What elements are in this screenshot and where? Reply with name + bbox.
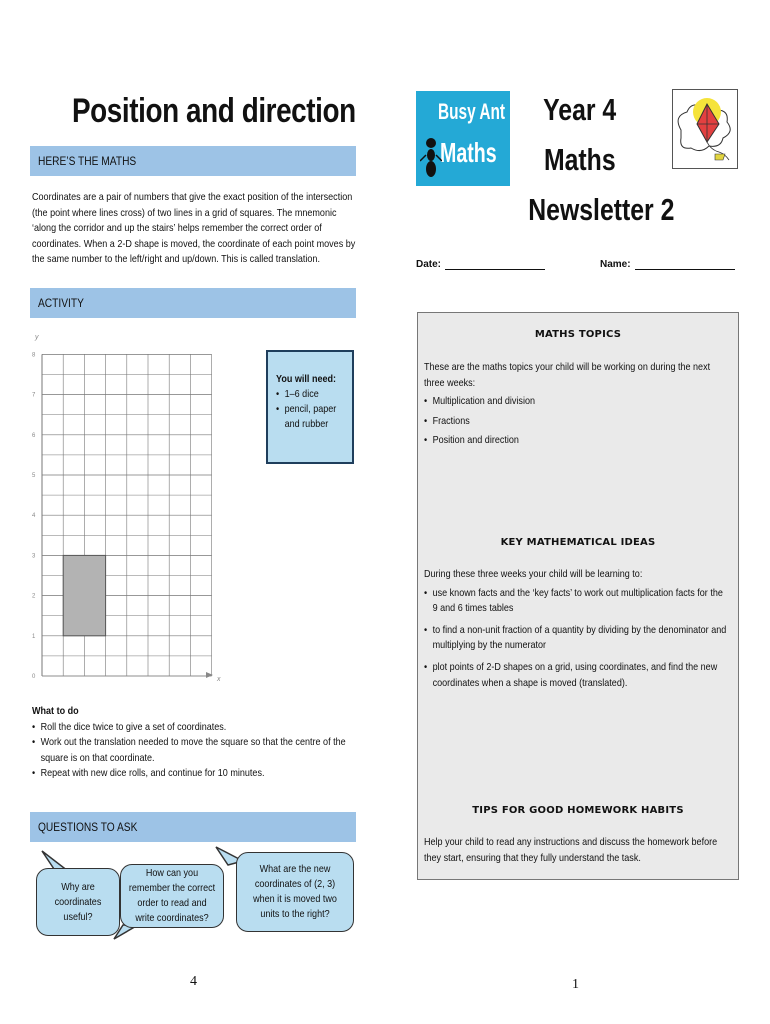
homework-tips-heading: TIPS FOR GOOD HOMEWORK HABITS [472,805,684,816]
year-title: Year 4 [543,92,617,127]
date-field[interactable] [416,258,545,270]
key-ideas-heading: KEY MATHEMATICAL IDEAS [500,537,656,548]
y-axis-label: y [35,334,39,341]
ant-icon [420,135,442,183]
shaded-square [63,555,105,635]
need-item: • 1–6 dice [276,387,355,402]
y-tick-label: 1 [32,633,36,640]
heres-the-maths-heading: HERE’S THE MATHS [30,146,356,176]
y-tick-label: 5 [32,473,36,479]
page-title: Position and direction [72,92,356,130]
maths-topics-heading: MATHS TOPICS [534,329,622,340]
step-item: • Work out the translation needed to move the square so that the centre of the square is on that coordinate. [32,735,362,766]
kite-icon [672,89,738,169]
topic-item: • Multiplication and division [424,394,727,410]
x-axis-label: x [217,676,221,683]
page-number-left: 4 [190,974,197,989]
name-field[interactable] [600,258,735,270]
homework-tips-text: Help your child to read any instructions and discuss the homework before they start, ensuring that they fully understand the task. [424,836,718,864]
you-will-need-box [266,350,354,464]
intro-text: Coordinates are a pair of numbers that give the exact position of the intersection (the point where lines cross) of two lines in a grid of squares. The mnemonic ‘along the corridor and up the stairs’ helps remember the correct order of coordinates. When a 2-D shape is moved, the coordinate of each point moves by the same number to the left/right and up/down. This is called translation. [32,191,356,266]
busy-ant-maths-logo: Busy Ant Maths [416,91,510,186]
maths-title: Maths [544,142,616,177]
idea-item: • use known facts and the ‘key facts’ to work out multiplication facts for the 9 and 6 times tables [424,586,727,617]
date-label: Date: [416,259,442,270]
key-ideas-section [424,567,734,691]
y-tick-label: 4 [32,513,36,520]
step-item: • Repeat with new dice rolls, and continue for 10 minutes. [32,766,362,782]
y-tick-label: 0 [32,674,36,680]
y-tick-label: 6 [32,432,36,439]
topic-item: • Fractions [424,414,727,430]
key-ideas-intro: During these three weeks your child will be learning to: [424,568,643,580]
topic-item: • Position and direction [424,433,727,449]
y-tick-label: 8 [32,352,36,359]
question-bubble-1: Why are coordinates useful? [36,868,120,936]
idea-item: • plot points of 2-D shapes on a grid, using coordinates, and find the new coordinates when a shape is moved (translated). [424,660,727,691]
y-tick-label: 2 [32,593,36,600]
activity-heading: ACTIVITY [30,288,356,318]
you-will-need-heading: You will need: [276,373,337,385]
page-number-right: 1 [572,977,579,992]
step-item: • Roll the dice twice to give a set of coordinates. [32,720,362,736]
newsletter-title: Newsletter 2 [528,192,675,227]
coordinate-grid [26,330,226,690]
y-tick-label: 3 [32,553,36,560]
what-to-do [32,704,362,782]
homework-tips-section [424,835,734,866]
name-label: Name: [600,259,631,270]
y-tick-label: 7 [32,392,36,399]
need-item: • pencil, paper and rubber [276,402,345,432]
question-bubble-2: How can you remember the correct order to read and write coordinates? [120,864,224,928]
what-to-do-heading: What to do [32,705,79,717]
maths-topics-section [424,360,734,449]
idea-item: • to find a non-unit fraction of a quantity by dividing by the denominator and multiplying by the numerator [424,623,727,654]
questions-heading: QUESTIONS TO ASK [30,812,356,842]
maths-topics-intro: These are the maths topics your child will be working on during the next three weeks: [424,361,711,389]
question-bubble-3: What are the new coordinates of (2, 3) when it is moved two units to the right? [236,852,354,932]
